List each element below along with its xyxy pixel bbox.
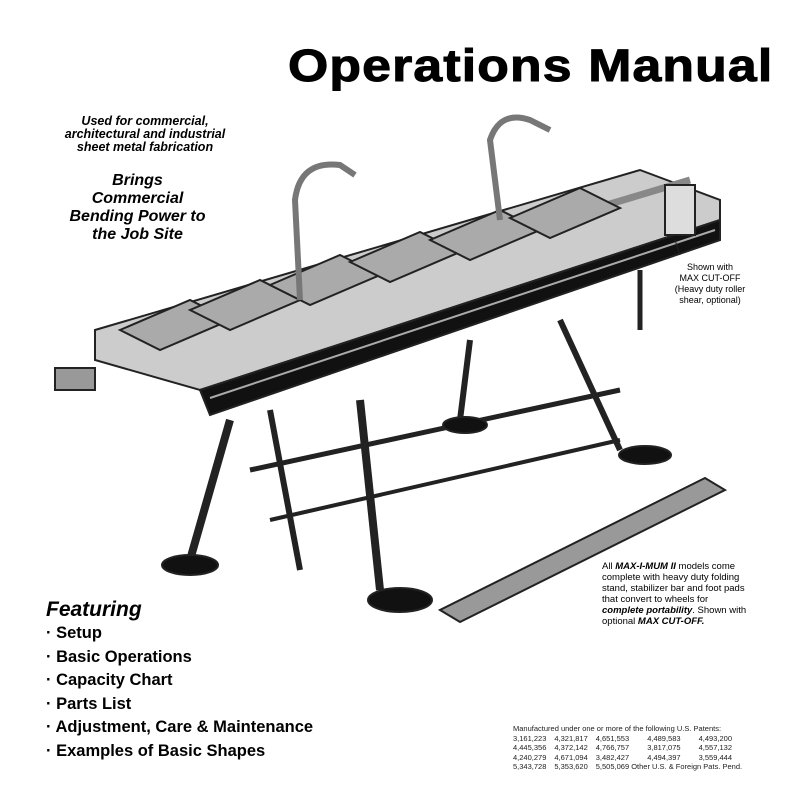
patent-number: 5,353,620 (554, 762, 588, 771)
portability-caption (602, 561, 752, 627)
caption-text: . Shown with optional (602, 605, 747, 627)
patent-number: 5,505,069 Other U.S. & Foreign Pats. Pend. (595, 762, 743, 771)
usage-line: Used for commercial, (81, 114, 209, 128)
patent-number: 4,766,757 (595, 743, 630, 752)
patent-row (513, 743, 750, 753)
usage-line: architectural and industrial (64, 127, 226, 141)
patent-number: 4,372,142 (554, 743, 588, 752)
cutoff-callout (660, 262, 760, 306)
caption-emphasis: complete portability (602, 605, 693, 616)
page-title: Operations Manual (288, 40, 774, 91)
feature-item: · Examples of Basic Shapes (46, 740, 313, 764)
caption-text: models come complete with heavy duty folding stand, stabilizer bar and foot pads that convert to wheels for (602, 561, 745, 605)
patent-number: 3,161,223 (513, 733, 547, 743)
patent-number: 4,494,397 (647, 752, 681, 762)
option-name: MAX CUT-OFF. (637, 616, 705, 627)
callout-line: Shown with (686, 262, 734, 272)
usage-description (40, 115, 250, 154)
patent-number: 3,817,075 (647, 743, 681, 752)
tagline-line: Commercial (91, 190, 184, 207)
patents-block (513, 724, 750, 772)
patent-row (513, 762, 750, 772)
patent-number: 4,489,583 (647, 733, 681, 743)
patent-number: 4,445,356 (513, 743, 547, 752)
patent-number: 4,651,553 (595, 733, 630, 743)
tagline (50, 172, 225, 244)
featuring-heading: Featuring (46, 598, 142, 621)
callout-line: (Heavy duty roller (674, 284, 746, 294)
patent-number: 4,321,817 (554, 733, 588, 743)
patent-row (513, 753, 750, 763)
patent-row (513, 734, 750, 744)
tagline-line: Brings (112, 172, 163, 189)
patents-table (513, 734, 750, 772)
patent-number: 4,671,094 (554, 752, 588, 762)
patent-number: 4,557,132 (698, 743, 732, 752)
feature-item: · Capacity Chart (46, 669, 313, 693)
usage-line: sheet metal fabrication (76, 140, 214, 154)
patent-number: 3,482,427 (595, 752, 630, 762)
patent-number: 3,559,444 (698, 752, 732, 762)
callout-line: MAX CUT-OFF (679, 273, 741, 283)
feature-item: · Parts List (46, 693, 313, 717)
feature-item: · Basic Operations (46, 646, 313, 670)
featuring-list (46, 622, 313, 763)
feature-item: · Setup (46, 622, 313, 646)
tagline-line: Bending Power to (69, 208, 206, 225)
patent-number: 4,240,279 (513, 752, 547, 762)
patents-heading: Manufactured under one or more of the following U.S. Patents: (513, 724, 722, 733)
model-name: MAX-I-MUM II (615, 561, 676, 572)
patent-number: 4,493,200 (698, 733, 732, 743)
callout-line: shear, optional) (679, 295, 741, 305)
caption-text: All (602, 561, 616, 572)
tagline-line: the Job Site (92, 226, 183, 243)
feature-item: · Adjustment, Care & Maintenance (46, 716, 313, 740)
patent-number: 5,343,728 (513, 762, 547, 771)
